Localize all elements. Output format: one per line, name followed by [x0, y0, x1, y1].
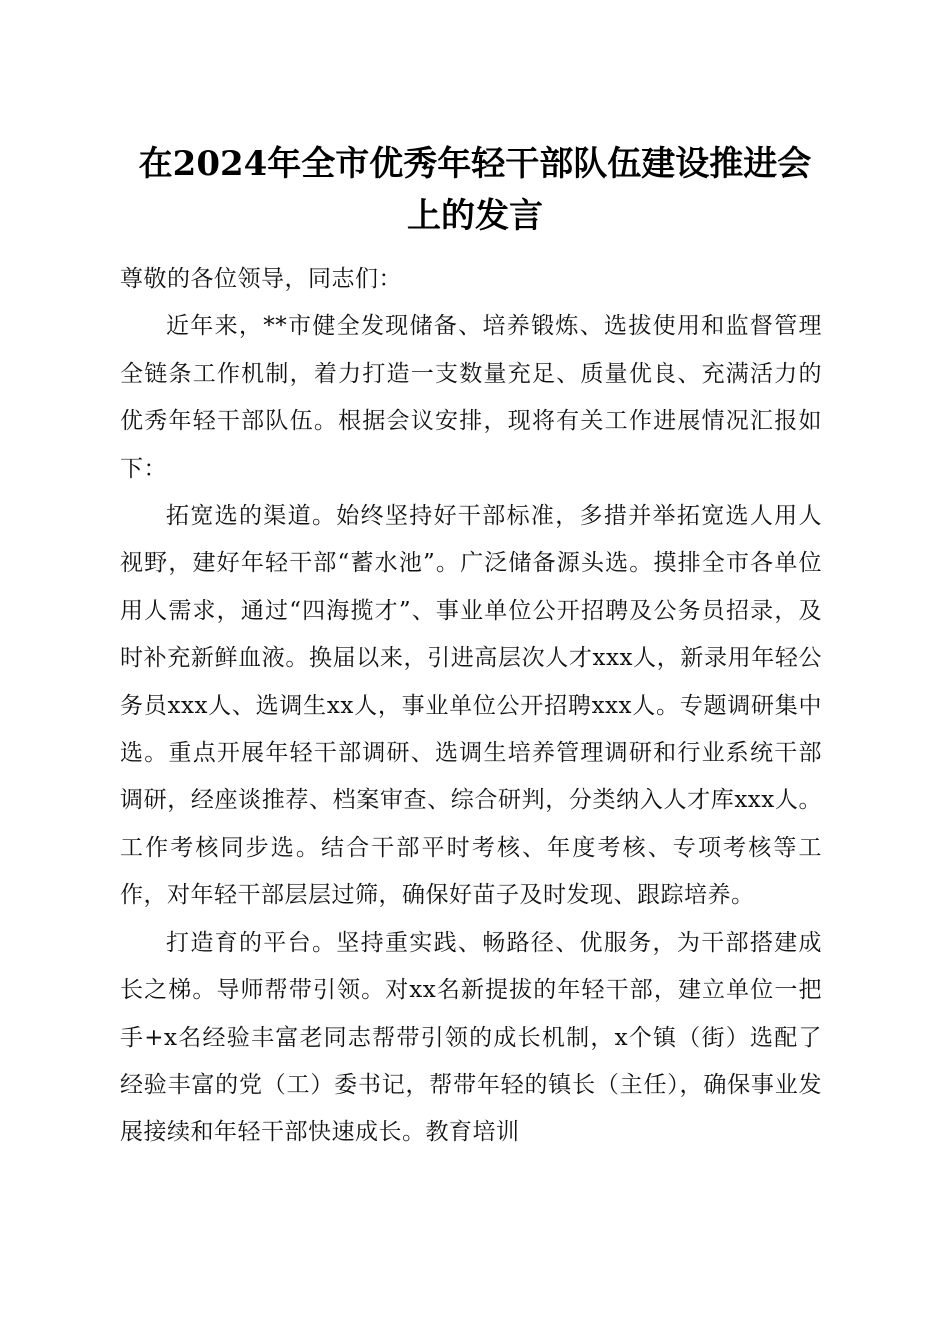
salutation: 尊敬的各位领导，同志们： [120, 266, 402, 292]
paragraph-selection: 拓宽选的渠道。始终坚持好干部标准，多措并举拓宽选人用人视野，建好年轻干部“蓄水池”。广泛储备源头选。摸排全市各单位用人需求，通过“四海揽才”、事业单位公开招聘及公务员招录，及时补充新鲜血液。换届以来，引进高层次人才xxx人，新录用年轻公务员xxx人、选调生xx人，事业单位公开招聘xxx人。专题调研集中选。重点开展年轻干部调研、选调生培养管理调研和行业系统干部调研，经座谈推荐、档案审查、综合研判，分类纳入人才库xxx人。工作考核同步选。结合干部平时考核、年度考核、专项考核等工作，对年轻干部层层过筛，确保好苗子及时发现、跟踪培养。 [120, 503, 822, 909]
document-title [110, 138, 840, 242]
title-line-1: 在2024年全市优秀年轻干部队伍建设推进会 [138, 144, 812, 184]
paragraph-intro: 近年来，**市健全发现储备、培养锻炼、选拔使用和监督管理全链条工作机制，着力打造一支数量充足、质量优良、充满活力的优秀年轻干部队伍。根据会议安排，现将有关工作进展情况汇报如下： [120, 313, 822, 482]
title-line-2: 上的发言 [407, 196, 543, 236]
document-body [120, 256, 822, 1157]
paragraph-cultivation: 打造育的平台。坚持重实践、畅路径、优服务，为干部搭建成长之梯。导师帮带引领。对xx名新提拔的年轻干部，建立单位一把手+x名经验丰富老同志帮带引领的成长机制，x个镇（街）选配了经验丰富的党（工）委书记，帮带年轻的镇长（主任），确保事业发展接续和年轻干部快速成长。教育培训 [120, 929, 822, 1146]
